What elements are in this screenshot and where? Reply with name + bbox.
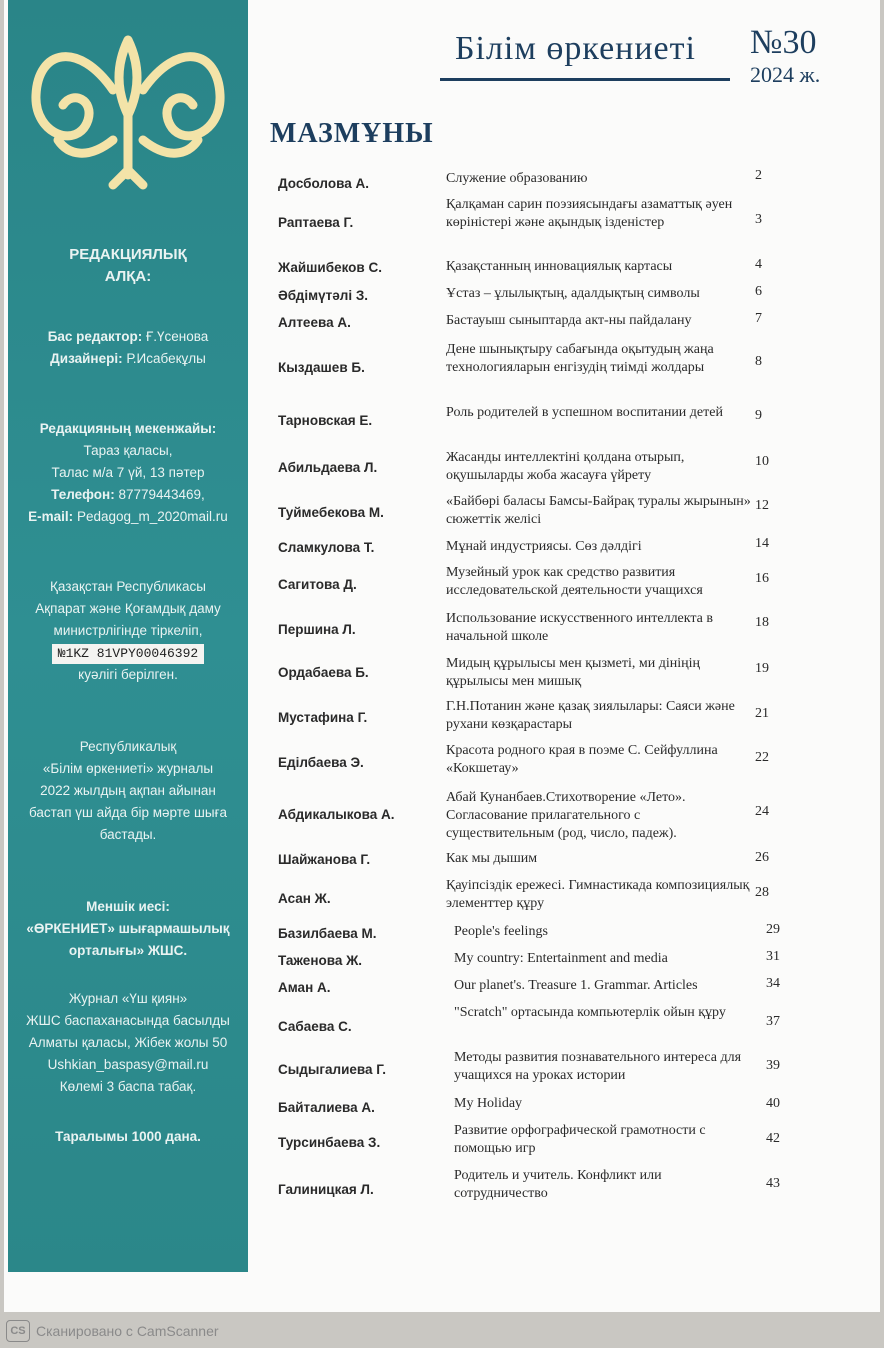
scanner-footer (6, 1320, 219, 1342)
toc-page-number: 40 (766, 1096, 780, 1111)
editor-name: Ғ.Үсенова (145, 329, 209, 344)
toc-title: Использование искусственного интеллекта в начальной школе (446, 611, 713, 644)
address-line-1: Тараз қаласы, (83, 443, 173, 458)
toc-author: Сагитова Д. (278, 577, 357, 592)
toc-title: Роль родителей в успешном воспитании детей (446, 405, 723, 420)
toc-page-number: 39 (766, 1058, 780, 1073)
toc-title: Методы развития познавательного интереса для учащихся на уроках истории (454, 1050, 742, 1083)
board-heading-line-2: АЛҚА: (104, 268, 152, 285)
toc-page-number: 22 (755, 750, 769, 765)
owner-line-1: Меншік иесі: (86, 899, 170, 914)
toc-author: Абдикалыкова А. (278, 807, 395, 822)
toc-title: My country: Entertainment and media (454, 951, 668, 966)
registration-line-3: министрлігінде тіркеліп, (53, 623, 203, 638)
toc-page-number: 8 (755, 354, 762, 369)
toc-title: Мұнай индустриясы. Сөз дәлдігі (446, 539, 642, 554)
toc-author: Шайжанова Г. (278, 852, 371, 867)
sidebar (8, 0, 248, 1272)
toc-title: Қауіпсіздік ережесі. Гимнастикада композициялық элементтер құру (446, 878, 750, 911)
board-heading-line-1: РЕДАКЦИЯЛЫҚ (69, 246, 187, 263)
toc-page-number: 3 (755, 212, 762, 227)
registration-line-4: куәлігі берілген. (78, 667, 178, 682)
publication-line-5: бастады. (99, 827, 157, 842)
toc-title: "Scratch" ортасында компьютерлік ойын құру (454, 1005, 726, 1020)
address-line-2: Талас м/а 7 үй, 13 пәтер (51, 465, 205, 480)
toc-author: Таженова Ж. (278, 953, 363, 968)
toc-title: Музейный урок как средство развития исследовательской деятельности учащихся (446, 565, 703, 598)
toc-title: Красота родного края в поэме С. Сейфуллина «Кокшетау» (446, 743, 718, 776)
toc-author: Галиницкая Л. (278, 1182, 374, 1197)
designer-name: Р.Исабекұлы (126, 351, 206, 366)
toc-title: Служение образованию (446, 171, 588, 186)
toc-page-number: 2 (755, 168, 762, 183)
toc-title: People's feelings (454, 924, 548, 939)
printing-line-5: Көлемі 3 баспа табақ. (59, 1079, 197, 1094)
toc-title: Бастауыш сыныптарда акт-ны пайдалану (446, 313, 692, 328)
toc-page-number: 42 (766, 1131, 780, 1146)
registration-number: №1KZ 81VPY00046392 (52, 644, 204, 664)
owner-line-3: орталығы» ЖШС. (68, 943, 188, 958)
toc-title: Ұстаз – ұлылықтың, адалдықтың символы (446, 286, 700, 301)
journal-title: Білім өркениеті (455, 30, 696, 67)
registration-info (8, 576, 248, 686)
publication-line-3: 2022 жылдың ақпан айынан (40, 783, 216, 798)
registration-line-1: Қазақстан Республикасы (50, 579, 206, 594)
editor-info (8, 326, 248, 370)
editor-label: Бас редактор: (47, 329, 143, 344)
toc-page-number: 4 (755, 257, 762, 272)
registration-line-2: Ақпарат және Қоғамдық даму (35, 601, 221, 616)
toc-page-number: 16 (755, 571, 769, 586)
toc-page-number: 29 (766, 922, 780, 937)
toc-author: Турсинбаева З. (278, 1135, 381, 1150)
toc-title: Родитель и учитель. Конфликт или сотрудничество (454, 1168, 662, 1201)
toc-page-number: 21 (755, 706, 769, 721)
contact-info (8, 418, 248, 528)
toc-page-number: 19 (755, 661, 769, 676)
issue-number: №30 (750, 24, 817, 61)
designer-label: Дизайнері: (50, 351, 123, 366)
toc-page-number: 18 (755, 615, 769, 630)
owner-info (8, 896, 248, 962)
email-label: E-mail: (28, 509, 74, 524)
toc-author: Базилбаева М. (278, 926, 377, 941)
phone-label: Телефон: (51, 487, 115, 502)
printing-line-2: ЖШС баспаханасында басылды (26, 1013, 230, 1028)
phone-value: 87779443469, (118, 487, 205, 502)
title-underline (440, 78, 730, 81)
toc-author: Туймебекова М. (278, 505, 384, 520)
toc-page-number: 9 (755, 408, 762, 423)
toc-author: Алтеева А. (278, 315, 351, 330)
printing-line-1: Журнал «Үш қиян» (68, 991, 188, 1006)
toc-title: Жасанды интеллектіні қолдана отырып, оқушыларды жоба жасауға үйрету (446, 450, 685, 483)
ornament-logo (18, 20, 238, 190)
toc-author: Першина Л. (278, 622, 356, 637)
toc-author: Аман А. (278, 980, 331, 995)
publication-info (8, 736, 248, 846)
printing-info (8, 988, 248, 1098)
toc-title: My Holiday (454, 1096, 523, 1111)
publication-line-4: бастап үш айда бір мәрте шыға (28, 805, 228, 820)
toc-title: Развитие орфографической грамотности с помощью игр (454, 1123, 706, 1156)
email-value: Pedagog_m_2020mail.ru (76, 509, 228, 524)
publication-line-2: «Білім өркениеті» журналы (42, 761, 214, 776)
toc-title: Мидың құрылысы мен қызметі, ми дініңің құрылысы мен мишық (446, 656, 700, 689)
scanner-footer-text: Сканировано с CamScanner (36, 1323, 219, 1339)
toc-author: Еділбаева Э. (278, 755, 364, 770)
toc-author: Байталиева А. (278, 1100, 375, 1115)
toc-page-number: 37 (766, 1014, 780, 1029)
printing-line-3: Алматы қаласы, Жібек жолы 50 (28, 1035, 228, 1050)
toc-author: Сламкулова Т. (278, 540, 375, 555)
toc-title: Дене шынықтыру сабағында оқытудың жаңа технологияларын енгізудің тиімді жолдары (446, 342, 714, 375)
contents-heading: МАЗМҰНЫ (270, 118, 434, 149)
toc-page-number: 7 (755, 311, 762, 326)
toc-title: Қалқаман сарин поэзиясындағы азаматтық әуен көріністері және ақындық ізденістер (446, 197, 733, 230)
toc-author: Раптаева Г. (278, 215, 354, 230)
toc-page-number: 6 (755, 284, 762, 299)
camscanner-icon: CS (6, 1320, 30, 1342)
toc-author: Тарновская Е. (278, 413, 373, 428)
toc-title: Қазақстанның инновациялық картасы (446, 259, 673, 274)
board-heading (8, 244, 248, 288)
circulation: Таралымы 1000 дана. (55, 1129, 201, 1144)
toc-title: Как мы дышим (446, 851, 538, 866)
toc-page-number: 31 (766, 949, 780, 964)
toc-title: Our planet's. Treasure 1. Grammar. Articles (454, 978, 698, 993)
issue-year: 2024 ж. (750, 62, 821, 87)
toc-page-number: 12 (755, 498, 769, 513)
toc-author: Сабаева С. (278, 1019, 352, 1034)
toc-page-number: 43 (766, 1176, 780, 1191)
toc-page-number: 28 (755, 885, 769, 900)
publication-line-1: Республикалық (79, 739, 177, 754)
toc-author: Асан Ж. (278, 891, 331, 906)
toc-author: Досболова А. (278, 176, 369, 191)
toc-author: Кыздашев Б. (278, 360, 365, 375)
toc-author: Жайшибеков С. (278, 260, 382, 275)
toc-page-number: 10 (755, 454, 769, 469)
toc-title: Абай Кунанбаев.Стихотворение «Лето». Согласование прилагательного с существительным (род, число, падеж). (446, 790, 686, 841)
toc-title: «Байбөрі баласы Бамсы-Байрақ туралы жырынын» сюжеттік желісі (446, 494, 751, 527)
toc-author: Мустафина Г. (278, 710, 368, 725)
printing-line-4: Ushkian_baspasy@mail.ru (47, 1057, 209, 1072)
owner-line-2: «ӨРКЕНИЕТ» шығармашылық (26, 921, 230, 936)
toc-author: Әбдімүтәлі З. (278, 288, 369, 303)
toc-title: Г.Н.Потанин және қазақ зиялылары: Саяси және рухани көзқарастары (446, 699, 735, 732)
toc-page-number: 24 (755, 804, 769, 819)
toc-author: Сыдыгалиева Г. (278, 1062, 386, 1077)
toc-author: Абильдаева Л. (278, 460, 378, 475)
toc-author: Ордабаева Б. (278, 665, 369, 680)
toc-page-number: 14 (755, 536, 769, 551)
address-label: Редакцияның мекенжайы: (39, 421, 217, 436)
toc-page-number: 26 (755, 850, 769, 865)
toc-page-number: 34 (766, 976, 780, 991)
